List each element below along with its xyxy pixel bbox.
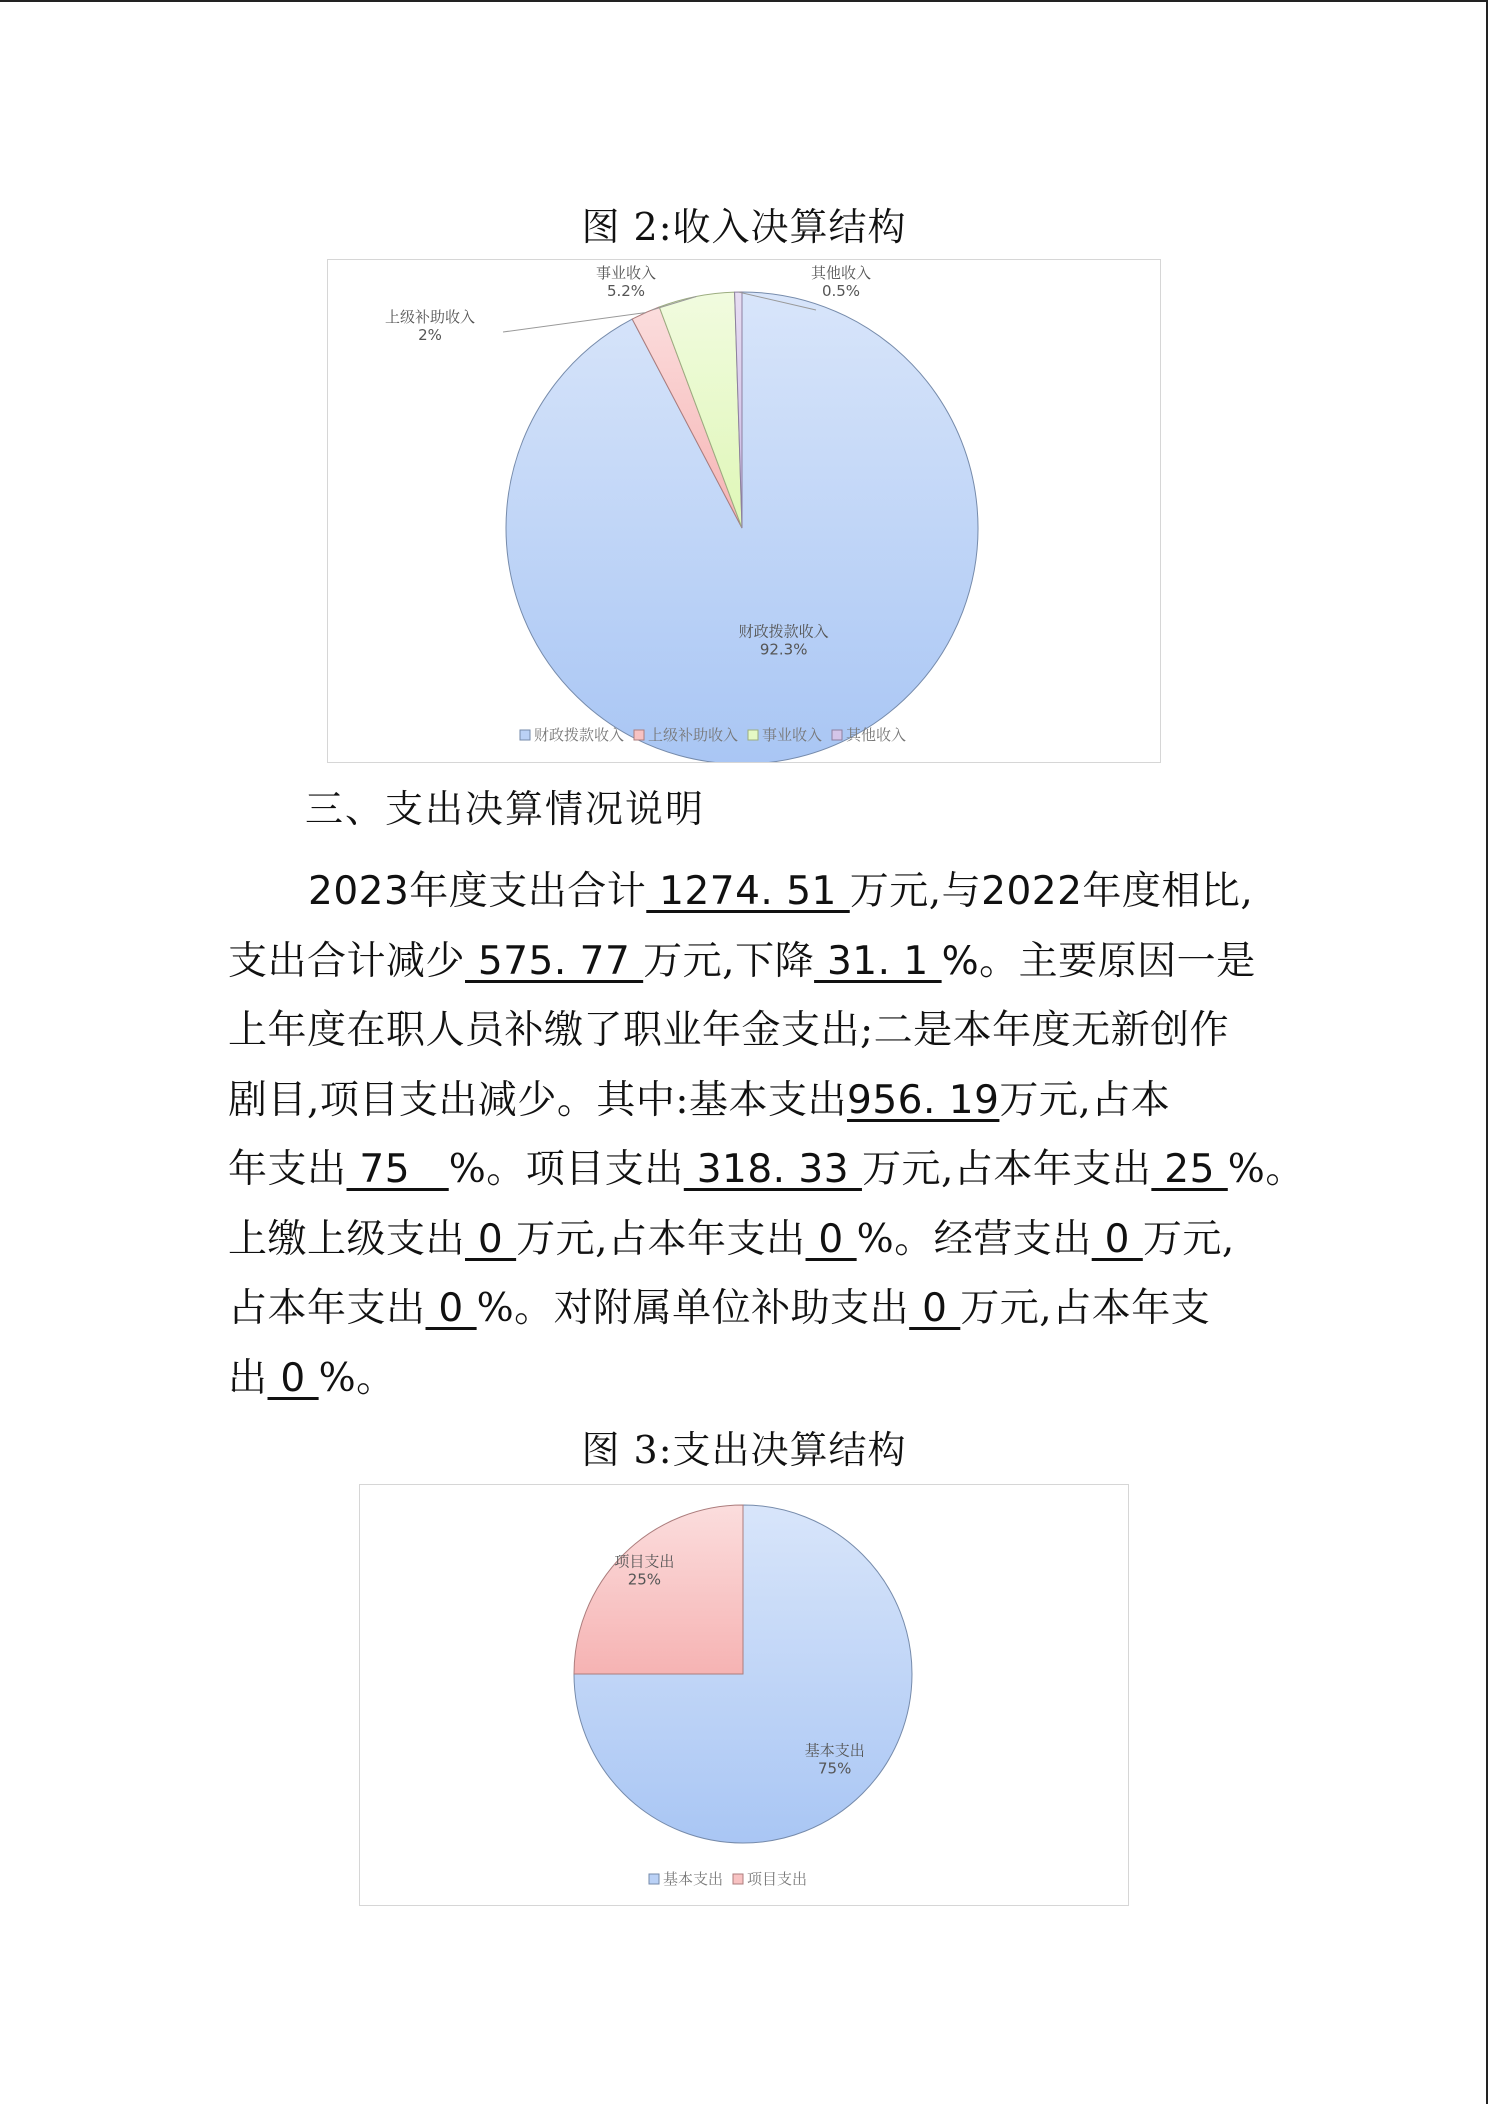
project-expense-value: 318. 33 xyxy=(683,1147,862,1192)
operating-expense-value: 0 xyxy=(1091,1216,1143,1262)
fig3-legend-swatch-0 xyxy=(649,1874,659,1884)
text: 万元,占本年支出 xyxy=(516,1216,806,1262)
fig2-label-name-2: 事业收入 xyxy=(595,264,657,282)
text: 万元,与 xyxy=(849,869,982,914)
text: %。 xyxy=(1227,1147,1305,1192)
fig2-legend-label-2: 事业收入 xyxy=(762,726,823,744)
project-pct-value: 25 xyxy=(1151,1147,1228,1192)
text: 。主要原因一是 xyxy=(979,938,1256,984)
subsidy-expense-value: 0 xyxy=(909,1286,961,1331)
fig3-label-name-1: 项目支出 xyxy=(614,1552,675,1571)
fig2-legend-label-3: 其他收入 xyxy=(846,726,907,744)
para-line-3 xyxy=(228,996,1258,1066)
text: 年度相比, xyxy=(1082,869,1254,914)
fig2-legend-label-0: 财政拨款收入 xyxy=(534,726,625,744)
figure3-caption: 图 3:支出决算结构 xyxy=(581,1428,907,1472)
fig2-label-name-0: 财政拨款收入 xyxy=(738,622,829,641)
basic-pct-value: 75 xyxy=(346,1147,449,1192)
text: % xyxy=(941,938,980,984)
text: 万元,占本年支出 xyxy=(861,1147,1152,1192)
text: 万元,下降 xyxy=(643,938,815,984)
fig2-legend-swatch-2 xyxy=(748,730,758,740)
text: 上缴上级支出 xyxy=(228,1216,466,1262)
figure2-caption: 图 2:收入决算结构 xyxy=(581,205,907,249)
para-line-4 xyxy=(228,1066,1258,1136)
text: 出 xyxy=(228,1355,268,1401)
decrease-value: 575. 77 xyxy=(465,938,644,984)
fig2-legend-swatch-0 xyxy=(520,730,530,740)
year-value: 2023 xyxy=(308,869,410,914)
total-expense-value: 1274. 51 xyxy=(646,869,850,914)
para-line-5 xyxy=(228,1135,1305,1205)
para-line-2 xyxy=(228,927,1258,997)
basic-expense-value: 956. 19 xyxy=(847,1077,1000,1123)
fig2-legend-swatch-1 xyxy=(634,730,644,740)
text: 上年度在职人员补缴了职业年金支出;二是本年度无新创作 xyxy=(228,1008,1230,1053)
para-line-6 xyxy=(228,1205,1258,1275)
fig3-legend-label-1: 项目支出 xyxy=(747,1870,808,1888)
para-line-1 xyxy=(228,857,1258,927)
figure2-pie-svg xyxy=(328,260,1160,762)
section-heading: 三、支出决算情况说明 xyxy=(305,787,706,831)
text: 支出合计减少 xyxy=(228,938,466,984)
text: 年支出 xyxy=(228,1147,347,1192)
upper-expense-value: 0 xyxy=(465,1216,517,1262)
text: %。 xyxy=(318,1355,396,1401)
para-line-8 xyxy=(228,1344,1258,1414)
page-top-border xyxy=(0,0,1488,2)
fig3-label-name-0: 基本支出 xyxy=(804,1741,865,1760)
decrease-pct-value: 31. 1 xyxy=(814,938,942,984)
fig2-label-value-0: 92.3% xyxy=(759,640,808,659)
fig2-label-name-1: 上级补助收入 xyxy=(384,308,476,326)
text: %。项目支出 xyxy=(448,1147,684,1192)
text: 占本年支出 xyxy=(228,1286,426,1331)
fig2-legend-label-1: 上级补助收入 xyxy=(648,726,739,744)
operating-pct-value: 0 xyxy=(425,1286,477,1331)
fig3-legend-label-0: 基本支出 xyxy=(663,1870,724,1888)
text: 万元,占本年支 xyxy=(960,1286,1211,1331)
fig3-slice-1 xyxy=(574,1505,743,1674)
figure3-chart xyxy=(359,1484,1129,1906)
fig3-label-value-0: 75% xyxy=(818,1759,852,1778)
text: 年度支出合计 xyxy=(409,869,647,914)
fig2-label-value-2: 5.2% xyxy=(606,282,646,300)
fig2-label-value-3: 0.5% xyxy=(821,282,861,300)
fig3-label-value-1: 25% xyxy=(627,1570,662,1589)
text: 万元,占本 xyxy=(999,1077,1171,1123)
fig2-label-name-3: 其他收入 xyxy=(810,264,872,282)
upper-pct-value: 0 xyxy=(805,1216,857,1262)
fig3-legend-swatch-1 xyxy=(733,1874,743,1884)
figure3-pie-svg xyxy=(360,1485,1128,1905)
para-line-7 xyxy=(228,1274,1258,1344)
text: %。经营支出 xyxy=(856,1216,1092,1262)
text: 万元, xyxy=(1142,1216,1235,1262)
figure2-chart xyxy=(327,259,1161,763)
prev-year-value: 2022 xyxy=(981,869,1083,914)
fig2-legend-swatch-3 xyxy=(832,730,842,740)
expenditure-paragraph xyxy=(228,857,1305,1413)
subsidy-pct-value: 0 xyxy=(267,1355,319,1401)
text: %。对附属单位补助支出 xyxy=(476,1286,910,1331)
fig2-label-value-1: 2% xyxy=(418,326,442,344)
text: 剧目,项目支出减少。其中:基本支出 xyxy=(228,1077,848,1123)
